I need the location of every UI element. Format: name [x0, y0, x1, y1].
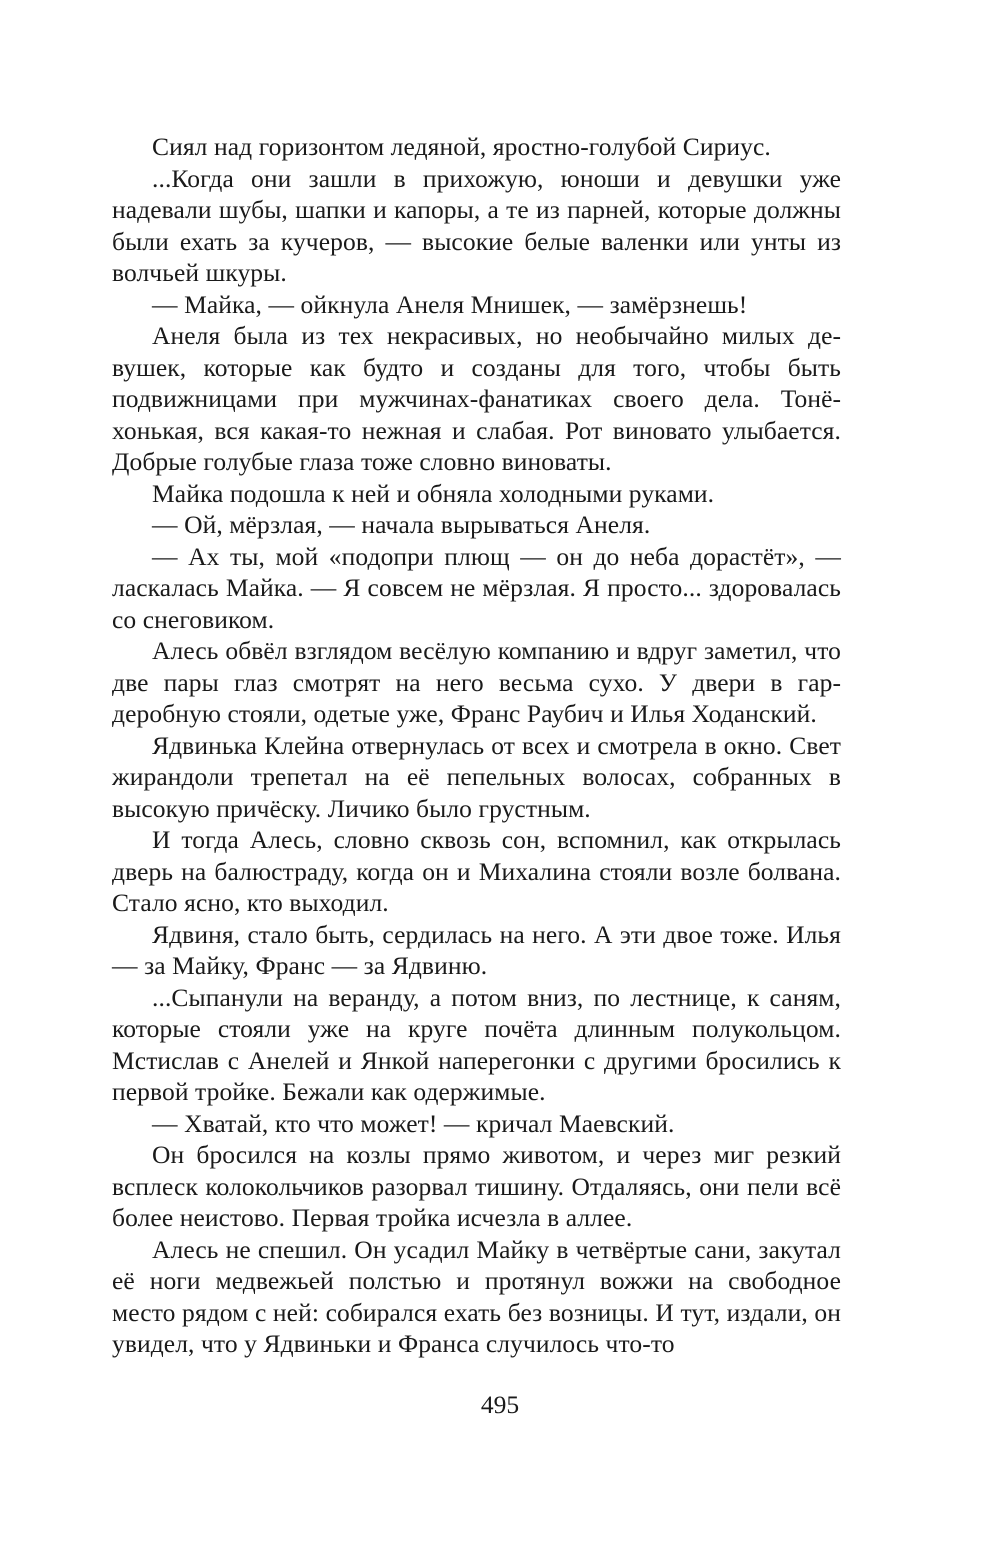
paragraph-6: — Ой, мёрзлая, — начала вырываться Анеля. — [152, 510, 651, 539]
paragraph-9: Ядвинька Клейна отвернулась от всех и смотрела в окно. Свет жирандоли трепетал на её пепельных волосах, собранных в высокую причёску. Личико было грустным. — [112, 730, 841, 823]
paragraph-3: — Майка, — ойкнула Анеля Мнишек, — замёрзнешь! — [152, 289, 748, 319]
paragraph-7: — Ах ты, мой «подопри плющ — он до неба дорастёт», — ласкалась Майка. — Я совсем не мёрзлая. Я просто... здоровалась со снеговиком. — [112, 541, 841, 634]
paragraph-15: Алесь не спешил. Он усадил Майку в четвёртые сани, закутал её ноги медвежьей полстью и протянул вожжи на свободное место рядом с ней: собирался ехать без возницы. И тут, издали, он увидел, что у Ядвиньки и Франса случилось что-то — [112, 1234, 841, 1358]
paragraph-2: ...Когда они зашли в прихожую, юноши и девушки уже надевали шубы, шапки и капоры, а те из парней, которые должны были ехать за кучеров, — высокие белые валенки или унты из волчьей шкуры. — [112, 163, 841, 287]
paragraph-8: Алесь обвёл взглядом весёлую компанию и вдруг заметил, что две пары глаз смотрят на него весьма сухо. У двери в гардеробную стояли, одетые уже, Франс Раубич и Илья Ходанский. — [112, 636, 841, 728]
paragraph-1: Сиял над горизонтом ледяной, яростно-голубой Сириус. — [152, 132, 771, 161]
paragraph-4: Анеля была из тех некрасивых, но необычайно милых девушек, которые как будто и созданы для того, чтобы быть подвижницами при мужчинах-фанатиках своего дела. Тонёхонькая, вся какая-то нежная и слабая. Рот виновато улыбается. Добрые голубые глаза тоже словно виноваты. — [112, 321, 841, 476]
paragraph-13: — Хватай, кто что может! — кричал Маевский. — [152, 1108, 675, 1138]
paragraph-5: Майка подошла к ней и обняла холодными руками. — [152, 478, 715, 508]
paragraph-10: И тогда Алесь, словно сквозь сон, вспомнил, как открылась дверь на балюстраду, когда он и Михалина стояли возле болвана. Стало ясно, кто выходил. — [112, 825, 841, 917]
paragraph-11: Ядвиня, стало быть, сердилась на него. А эти двое тоже. Илья — за Майку, Франс — за Ядвиню. — [112, 919, 841, 980]
paragraph-14: Он бросился на козлы прямо животом, и через миг резкий всплеск колокольчиков разорвал тишину. Отдаляясь, они пели всё более неистово. Первая тройка исчезла в аллее. — [112, 1140, 841, 1232]
page-number: 495 — [480, 1390, 520, 1419]
page-body — [112, 131, 841, 1360]
paragraph-12: ...Сыпанули на веранду, а потом вниз, по лестнице, к саням, которые стояли уже на круге почёта длинным полукольцом. Мстислав с Анелей и Янкой наперегонки с другими бросились к первой тройке. Бежали как одержимые. — [112, 982, 841, 1106]
